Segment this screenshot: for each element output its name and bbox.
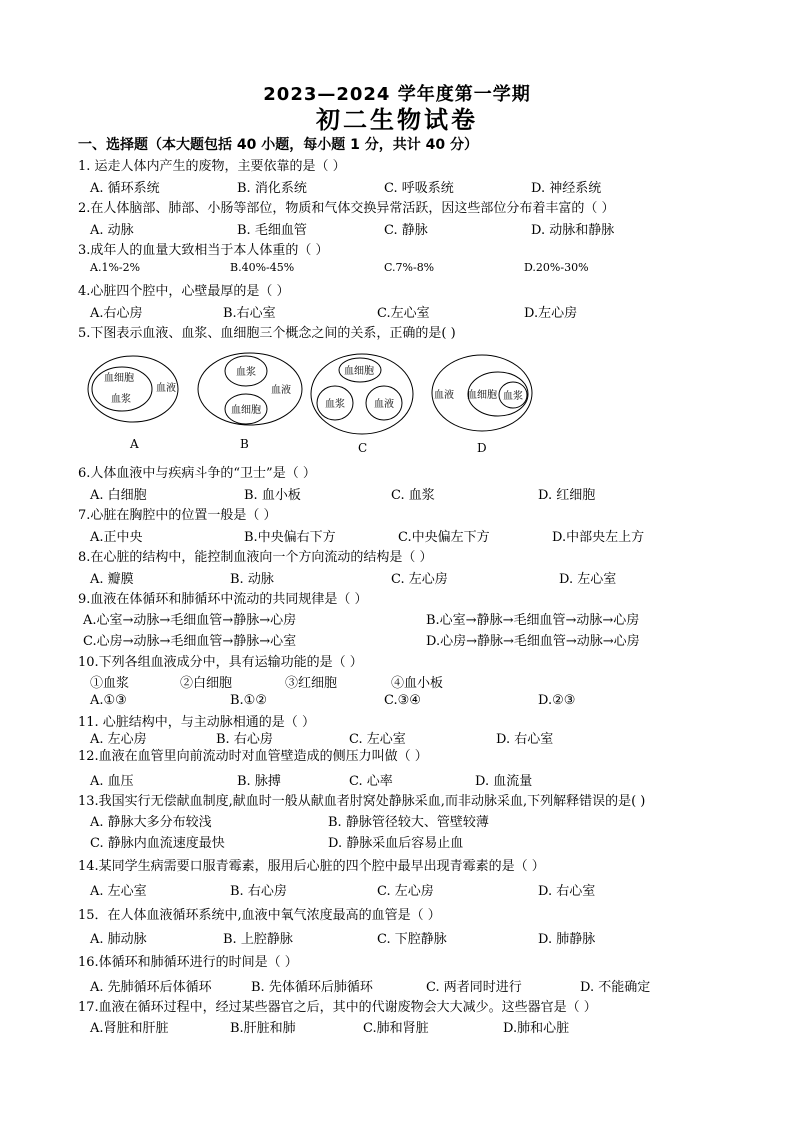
question-4: 4.心脏四个腔中，心壁最厚的是（ ） (78, 284, 290, 299)
diagram-option-b[interactable] (198, 353, 302, 451)
question-12: 12.血液在血管里向前流动时对血管壁造成的侧压力叫做（ ） (78, 749, 428, 764)
q10-item-1: ①血浆 (90, 676, 130, 691)
q11-option-d[interactable]: D. 右心室 (496, 732, 554, 747)
q2-option-a[interactable]: A. 动脉 (90, 223, 134, 238)
q11-option-b[interactable]: B. 右心房 (216, 732, 273, 747)
q10-item-4: ④血小板 (391, 676, 444, 691)
q4-option-a[interactable]: A.右心房 (90, 306, 143, 321)
q9-option-d[interactable]: D.心房→静脉→毛细血管→动脉→心房 (426, 634, 640, 649)
q16-option-b[interactable]: B. 先体循环后肺循环 (251, 980, 373, 995)
d-blood-label: 血液 (434, 390, 454, 401)
q12-option-c[interactable]: C. 心率 (349, 774, 393, 789)
b-plasma-label: 血浆 (236, 367, 256, 378)
q4-option-d[interactable]: D.左心房 (524, 306, 578, 321)
diagram-option-d[interactable] (432, 355, 532, 455)
c-plasma-label: 血浆 (325, 399, 345, 410)
q7-option-c[interactable]: C.中央偏左下方 (398, 530, 490, 545)
question-16: 16.体循环和肺循环进行的时间是（ ） (78, 955, 298, 970)
q9-option-b[interactable]: B.心室→静脉→毛细血管→动脉→心房 (426, 613, 640, 628)
b-blood-cell-label: 血细胞 (231, 405, 261, 416)
b-blood-label: 血液 (271, 385, 291, 396)
q12-option-a[interactable]: A. 血压 (90, 774, 134, 789)
section-heading: 一、选择题（本大题包括 40 小题，每小题 1 分，共计 40 分） (78, 137, 478, 153)
q10-option-c[interactable]: C.③④ (384, 693, 421, 708)
q16-option-d[interactable]: D. 不能确定 (580, 980, 651, 995)
question-5: 5.下图表示血液、血浆、血细胞三个概念之间的关系，正确的是( ) (78, 326, 456, 341)
q3-option-a[interactable]: A.1%-2% (90, 261, 141, 274)
q13-option-a[interactable]: A. 静脉大多分布较浅 (90, 815, 212, 830)
q7-option-d[interactable]: D.中部央左上方 (552, 530, 645, 545)
a-blood-cell-label: 血细胞 (104, 373, 134, 384)
question-10: 10.下列各组血液成分中，具有运输功能的是（ ） (78, 655, 363, 670)
q1-option-a[interactable]: A. 循环系统 (90, 181, 160, 196)
question-3: 3.成年人的血量大致相当于本人体重的（ ） (78, 243, 329, 258)
q4-option-c[interactable]: C.左心室 (377, 306, 430, 321)
q12-option-b[interactable]: B. 脉搏 (237, 774, 281, 789)
diagram-option-a[interactable] (88, 356, 178, 451)
c-blood-label: 血液 (374, 399, 394, 410)
q13-option-d[interactable]: D. 静脉采血后容易止血 (328, 836, 464, 851)
q10-option-a[interactable]: A.①③ (90, 693, 127, 708)
q10-option-d[interactable]: D.②③ (538, 693, 576, 708)
q8-option-c[interactable]: C. 左心房 (391, 572, 448, 587)
question-11: 11. 心脏结构中，与主动脉相通的是（ ） (78, 715, 315, 730)
question-17: 17.血液在循环过程中，经过某些器官之后，其中的代谢废物会大大减少。这些器官是（ ） (78, 1000, 597, 1015)
d-blood-cell-label: 血细胞 (467, 390, 497, 401)
q4-option-b[interactable]: B.右心室 (223, 306, 276, 321)
q10-item-3: ③红细胞 (285, 676, 338, 691)
q17-option-a[interactable]: A.肾脏和肝脏 (90, 1021, 169, 1036)
q3-option-d[interactable]: D.20%-30% (524, 261, 589, 274)
q16-option-c[interactable]: C. 两者同时进行 (426, 980, 522, 995)
q15-option-b[interactable]: B. 上腔静脉 (223, 932, 293, 947)
question-2: 2.在人体脑部、肺部、小肠等部位，物质和气体交换异常活跃，因这些部位分布着丰富的（ ） (78, 201, 615, 216)
q11-option-a[interactable]: A. 左心房 (90, 732, 147, 747)
q14-option-a[interactable]: A. 左心室 (90, 884, 147, 899)
question-9: 9.血液在体循环和肺循环中流动的共同规律是（ ） (78, 592, 368, 607)
q17-option-b[interactable]: B.肝脏和肺 (230, 1021, 296, 1036)
question-13: 13.我国实行无偿献血制度,献血时一般从献血者肘窝处静脉采血,而非动脉采血,下列解释错误的是( ) (78, 794, 646, 809)
d-plasma-label: 血浆 (503, 391, 523, 402)
a-letter: A (130, 437, 139, 451)
q8-option-b[interactable]: B. 动脉 (230, 572, 274, 587)
q14-option-b[interactable]: B. 右心房 (230, 884, 287, 899)
q7-option-b[interactable]: B.中央偏右下方 (244, 530, 336, 545)
q6-option-a[interactable]: A. 白细胞 (90, 488, 147, 503)
b-letter: B (240, 437, 249, 451)
q6-option-d[interactable]: D. 红细胞 (538, 488, 596, 503)
c-letter: C (358, 441, 368, 455)
diagram-option-c[interactable] (311, 354, 413, 455)
q3-option-c[interactable]: C.7%-8% (384, 261, 435, 274)
q15-option-d[interactable]: D. 肺静脉 (538, 932, 596, 947)
question-7: 7.心脏在胸腔中的位置一般是（ ） (78, 508, 277, 523)
q8-option-a[interactable]: A. 瓣膜 (90, 572, 134, 587)
q12-option-d[interactable]: D. 血流量 (475, 774, 533, 789)
q6-option-b[interactable]: B. 血小板 (244, 488, 301, 503)
exam-title: 初二生物试卷 (316, 106, 478, 134)
q1-option-d[interactable]: D. 神经系统 (531, 181, 602, 196)
blood-concept-diagram (86, 345, 546, 460)
q2-option-b[interactable]: B. 毛细血管 (237, 223, 307, 238)
question-6: 6.人体血液中与疾病斗争的“卫士”是（ ） (78, 466, 316, 481)
school-year: 2023—2024 学年度第一学期 (263, 84, 531, 105)
q11-option-c[interactable]: C. 左心室 (349, 732, 406, 747)
q1-option-b[interactable]: B. 消化系统 (237, 181, 307, 196)
q9-option-c[interactable]: C.心房→动脉→毛细血管→静脉→心室 (83, 634, 297, 649)
a-blood-label: 血液 (156, 383, 176, 394)
q15-option-c[interactable]: C. 下腔静脉 (377, 932, 447, 947)
q16-option-a[interactable]: A. 先肺循环后体循环 (90, 980, 212, 995)
q2-option-d[interactable]: D. 动脉和静脉 (531, 223, 615, 238)
q15-option-a[interactable]: A. 肺动脉 (90, 932, 147, 947)
a-plasma-label: 血浆 (111, 394, 131, 405)
question-8: 8.在心脏的结构中，能控制血液向一个方向流动的结构是（ ） (78, 550, 433, 565)
c-blood-cell-label: 血细胞 (344, 366, 374, 377)
q13-option-b[interactable]: B. 静脉管径较大、管壁较薄 (328, 815, 489, 830)
q2-option-c[interactable]: C. 静脉 (384, 223, 428, 238)
question-14: 14.某同学生病需要口服青霉素，服用后心脏的四个腔中最早出现青霉素的是（ ） (78, 859, 545, 874)
q14-option-c[interactable]: C. 左心房 (377, 884, 434, 899)
q10-item-2: ②白细胞 (180, 676, 233, 691)
q9-option-a[interactable]: A.心室→动脉→毛细血管→静脉→心房 (83, 613, 297, 628)
q17-option-c[interactable]: C.肺和肾脏 (363, 1021, 429, 1036)
q7-option-a[interactable]: A.正中央 (90, 530, 143, 545)
q8-option-d[interactable]: D. 左心室 (559, 572, 617, 587)
q17-option-d[interactable]: D.肺和心脏 (503, 1021, 570, 1036)
q13-option-c[interactable]: C. 静脉内血流速度最快 (90, 836, 225, 851)
question-15: 15．在人体血液循环系统中,血液中氧气浓度最高的血管是（ ） (78, 908, 441, 923)
q1-option-c[interactable]: C. 呼吸系统 (384, 181, 454, 196)
q6-option-c[interactable]: C. 血浆 (391, 488, 435, 503)
q3-option-b[interactable]: B.40%-45% (230, 261, 295, 274)
q14-option-d[interactable]: D. 右心室 (538, 884, 596, 899)
question-1: 1. 运走人体内产生的废物，主要依靠的是（ ） (78, 159, 346, 174)
d-letter: D (477, 441, 487, 455)
q10-option-b[interactable]: B.①② (230, 693, 267, 708)
